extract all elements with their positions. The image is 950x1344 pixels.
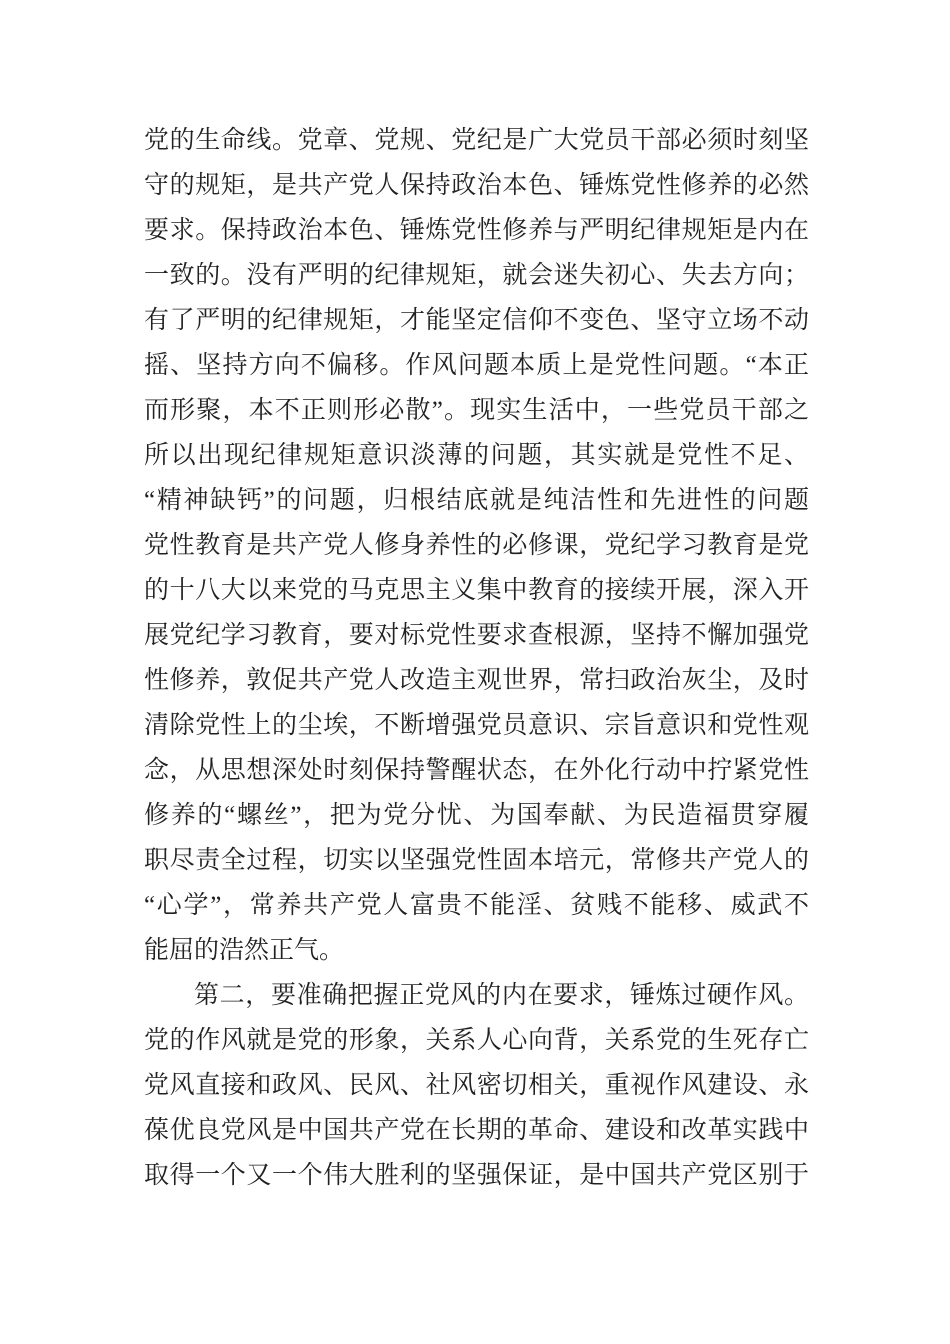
document-line: 一致的。没有严明的纪律规矩，就会迷失初心、失去方向； [144,262,809,289]
document-line: 葆优良党风是中国共产党在长期的革命、建设和改革实践中 [144,1117,809,1144]
document-line: 要求。保持政治本色、锤炼党性修养与严明纪律规矩是内在 [144,217,809,244]
document-line: 取得一个又一个伟大胜利的坚强保证，是中国共产党区别于 [144,1162,809,1189]
document-line: “精神缺钙”的问题，归根结底就是纯洁性和先进性的问题 [144,487,809,514]
document-line: 的十八大以来党的马克思主义集中教育的接续开展，深入开 [144,577,809,604]
document-line: 展党纪学习教育，要对标党性要求查根源，坚持不懈加强党 [144,622,809,649]
document-line-paragraph-end: 能屈的浩然正气。 [144,937,345,964]
document-line: 修养的“螺丝”，把为党分忧、为国奉献、为民造福贯穿履 [144,802,809,829]
document-line: 守的规矩，是共产党人保持政治本色、锤炼党性修养的必然 [144,172,809,199]
document-line: “心学”，常养共产党人富贵不能淫、贫贱不能移、威武不 [144,892,809,919]
document-line: 念，从思想深处时刻保持警醒状态，在外化行动中拧紧党性 [144,757,809,784]
document-line: 党风直接和政风、民风、社风密切相关，重视作风建设、永 [144,1072,809,1099]
document-line: 职尽责全过程，切实以坚强党性固本培元，常修共产党人的 [144,847,809,874]
document-line: 党的作风就是党的形象，关系人心向背，关系党的生死存亡 [144,1027,809,1054]
document-line: 有了严明的纪律规矩，才能坚定信仰不变色、坚守立场不动 [144,307,809,334]
document-line-paragraph-start: 第二，要准确把握正党风的内在要求，锤炼过硬作风。 [194,982,809,1009]
document-line: 而形聚，本不正则形必散”。现实生活中，一些党员干部之 [144,397,809,424]
document-line: 所以出现纪律规矩意识淡薄的问题，其实就是党性不足、 [144,442,809,469]
document-text-block [144,118,809,1198]
document-line: 党的生命线。党章、党规、党纪是广大党员干部必须时刻坚 [144,127,809,154]
document-line: 清除党性上的尘埃，不断增强党员意识、宗旨意识和党性观 [144,712,809,739]
document-line: 党性教育是共产党人修身养性的必修课，党纪学习教育是党 [144,532,809,559]
document-line: 摇、坚持方向不偏移。作风问题本质上是党性问题。“本正 [144,352,809,379]
document-line: 性修养，敦促共产党人改造主观世界，常扫政治灰尘，及时 [144,667,809,694]
